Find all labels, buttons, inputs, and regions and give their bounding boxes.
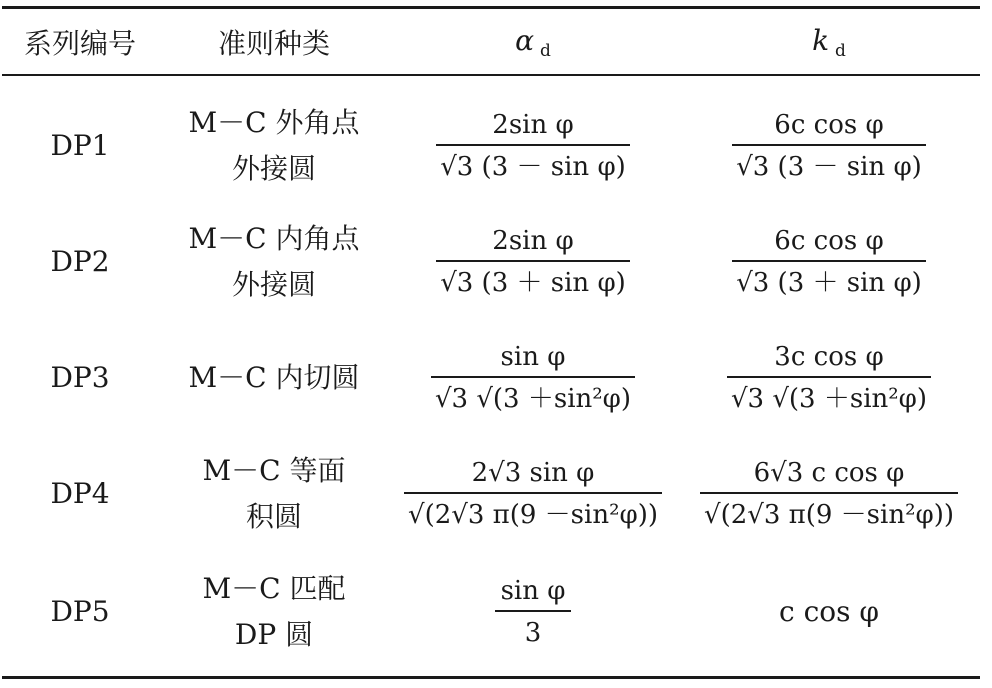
table-row-dp4-criterion: M－C 等面 积圆 <box>202 454 346 533</box>
fraction <box>732 224 926 300</box>
table-row-dp1-alpha <box>388 88 678 204</box>
table-row-dp3-alpha <box>388 320 678 436</box>
denominator: 3 <box>524 618 542 648</box>
fraction <box>404 456 662 532</box>
numerator: sin φ <box>500 342 566 372</box>
numerator: 6√3 c cos φ <box>753 458 905 488</box>
table-row-dp4-alpha <box>388 436 678 552</box>
table-header-rule <box>2 74 980 76</box>
table-row-dp3-id: DP3 <box>50 361 110 394</box>
fraction <box>431 340 635 416</box>
fraction <box>495 574 572 650</box>
table-row-dp4-id: DP4 <box>50 477 110 510</box>
denominator: √(2√3 π(9 －sin²φ)) <box>408 500 658 530</box>
table-top-rule <box>2 6 980 9</box>
table-row-dp3-k <box>678 320 980 436</box>
table-bottom-rule <box>2 676 980 679</box>
denominator: √3 √(3 ＋sin²φ) <box>730 384 928 414</box>
denominator: √3 (3 ＋ sin φ) <box>440 268 626 298</box>
table-row-dp5-k: c cos φ <box>779 595 879 628</box>
numerator: 2sin φ <box>492 226 574 256</box>
table-row-dp4-k <box>678 436 980 552</box>
table-row-dp2-alpha <box>388 204 678 320</box>
fraction <box>727 340 931 416</box>
fraction <box>732 108 926 184</box>
table-row-dp1-id: DP1 <box>50 129 110 162</box>
header-criterion-type: 准则种类 <box>217 27 330 60</box>
denominator: √3 (3 － sin φ) <box>440 152 626 182</box>
table-row-dp2-criterion: M－C 内角点 外接圆 <box>188 222 360 301</box>
table-row-dp5-criterion: M－C 匹配 DP 圆 <box>202 572 346 651</box>
numerator: sin φ <box>500 576 566 606</box>
table-row-dp5-alpha <box>388 552 678 672</box>
header-series-number: 系列编号 <box>23 27 136 60</box>
denominator: √3 √(3 ＋sin²φ) <box>434 384 632 414</box>
table-row-dp1-criterion: M－C 外角点 外接圆 <box>188 106 360 185</box>
table-row-dp5-id: DP5 <box>50 595 110 628</box>
header-alpha-d: α $_d$ <box>515 23 551 61</box>
denominator: √(2√3 π(9 －sin²φ)) <box>704 500 954 530</box>
fraction <box>436 108 630 184</box>
header-k-d: k $_d$ <box>812 23 846 61</box>
table-row-dp3-criterion: M－C 内切圆 <box>188 361 360 394</box>
numerator: 6c cos φ <box>774 110 884 140</box>
fraction <box>700 456 958 532</box>
table-row-dp2-k <box>678 204 980 320</box>
numerator: 3c cos φ <box>774 342 884 372</box>
numerator: 6c cos φ <box>774 226 884 256</box>
table-row-dp1-k <box>678 88 980 204</box>
table-row-dp2-id: DP2 <box>50 245 110 278</box>
numerator: 2√3 sin φ <box>471 458 595 488</box>
numerator: 2sin φ <box>492 110 574 140</box>
denominator: √3 (3 ＋ sin φ) <box>736 268 922 298</box>
denominator: √3 (3 － sin φ) <box>736 152 922 182</box>
fraction <box>436 224 630 300</box>
